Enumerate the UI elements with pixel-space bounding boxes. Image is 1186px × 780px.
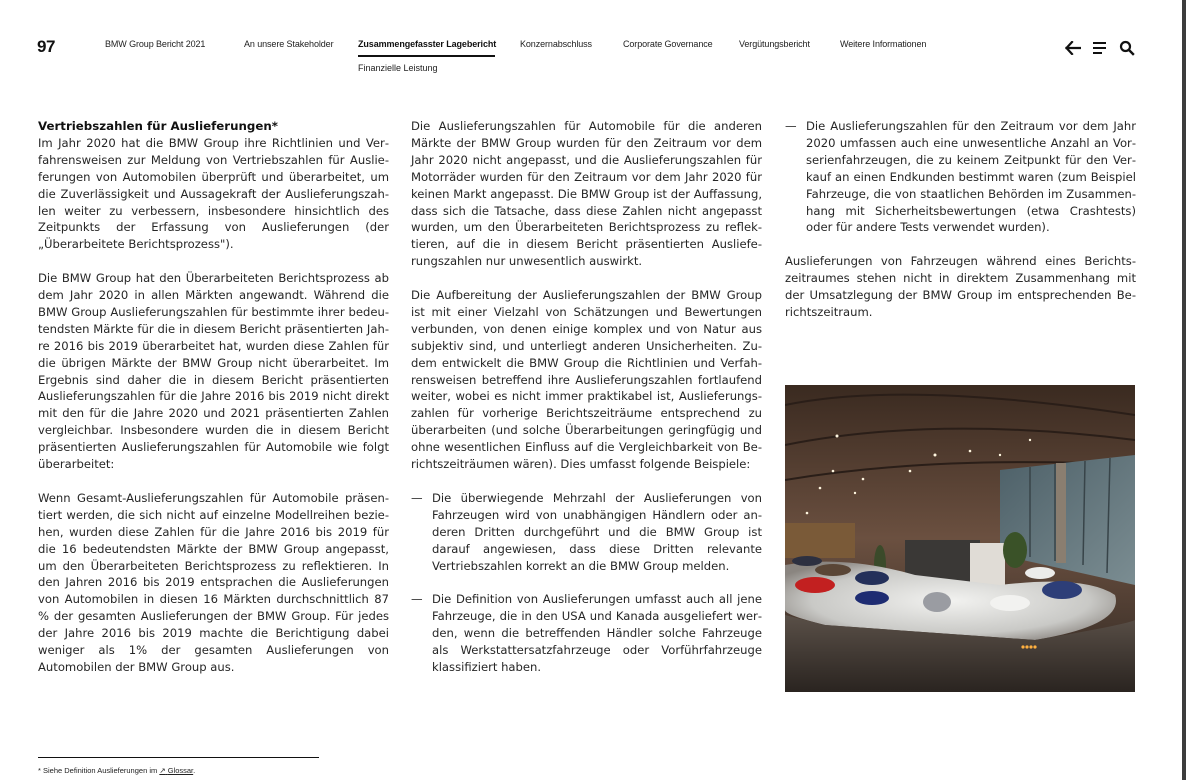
showroom-photo-illustration	[785, 385, 1135, 692]
bullet-item	[411, 591, 762, 676]
sub-nav-finanzielle-leistung[interactable]: Finanzielle Leistung	[358, 63, 438, 73]
paragraph: Die Aufbereitung der Auslieferungszahlen der BMW Group ist mit einer Vielzahl von Schätzungen und Bewertungen verbunden, von denen einige komplex und von Natur aus subjektiv sind, und unterliegt anderen Unsicherheiten. Zudem entwickelt die BMW Group die Richtlinien und Verfahrensweisen betreffend ihre Auslieferungszahlen fortlaufend weiter, wobei es nicht immer praktikabel ist, Auslieferungszahlen für vorherige Berichtszeiträume entsprechend zu überarbeiten (und solche Überarbeitungen geringfügig und ohne wesentlichen Einfluss auf die Vergleichbarkeit von Berichtszeiträumen wären). Dies umfasst folgende Beispiele:	[411, 288, 762, 472]
nav-item-bmw-group-bericht[interactable]: BMW Group Bericht 2021	[105, 39, 206, 49]
paragraph: Die Auslieferungszahlen für Automobile für die anderen Märkte der BMW Group wurden für den Zeitraum vor dem Jahr 2020 nicht angepasst, und die Auslieferungszahlen für Motorräder wurden für den Zeitraum vor dem Jahr 2020 für keinen Markt angepasst. Die BMW Group ist der Auffassung, dass sich die Tatsache, dass diese Zahlen nicht angepasst wurden, um den Überarbeiteten Berichtsprozess zu reflektieren, auf die in diesem Bericht präsentierten Auslieferungszahlen nur unwesentlich auswirkt.	[411, 119, 762, 269]
dash-bullet-icon: —	[411, 490, 423, 505]
paragraph: Im Jahr 2020 hat die BMW Group ihre Richtlinien und Verfahrensweisen zur Meldung von Vertriebszahlen für Auslieferungen von Automobilen überprüft und überarbeitet, um die Zuverlässigkeit und Aussagekraft der Auslieferungszahlen weiter zu verbessern, insbesondere hinsichtlich des Zeitpunkts der Erfassung von Auslieferungen (der „Überarbeitete Berichtsprozess").	[38, 135, 389, 252]
footnote-text: * Siehe Definition Auslieferungen im	[38, 766, 160, 775]
nav-item-zusammengefasster-lagebericht[interactable]: Zusammengefasster Lagebericht	[358, 39, 497, 49]
glossar-link[interactable]	[159, 766, 196, 775]
page-number: 97	[37, 37, 55, 56]
bullet-text: Die überwiegende Mehrzahl der Auslieferungen von Fahrzeugen wird von unabhängigen Händlern oder anderen Dritten durchgeführt und die BMW Group ist darauf angewiesen, dass diese Dritten relevante Vertriebszahlen korrekt an die BMW Group melden.	[432, 490, 762, 573]
text-column-3	[785, 118, 1136, 338]
window-edge-scrollbar[interactable]	[1182, 0, 1186, 780]
paragraph: Auslieferungen von Fahrzeugen während eines Berichtszeitraumes stehen nicht in direktem Zusammenhang mit der Umsatzlegung der BMW Group im entsprechenden Berichtszeitraum.	[785, 254, 1136, 319]
nav-item-verguetungsbericht[interactable]: Vergütungsbericht	[739, 39, 810, 49]
nav-item-an-unsere-stakeholder[interactable]: An unsere Stakeholder	[244, 39, 334, 49]
header-icon-group	[1064, 39, 1138, 57]
text-column-1	[38, 118, 389, 693]
bullet-item	[411, 490, 762, 575]
dash-bullet-icon: —	[411, 592, 423, 607]
menu-icon[interactable]	[1091, 39, 1109, 57]
footnote	[38, 766, 195, 775]
paragraph: Die BMW Group hat den Überarbeiteten Berichtsprozess ab dem Jahr 2020 in allen Märkten angewandt. Während die BMW Group Auslieferungszahlen für bestimmte ihrer bedeutendsten Märkte für die in diesem Bericht präsentierten Jahre 2016 bis 2019 überarbeitet hat, wurden diese Zahlen für die übrigen Märkte der BMW Group nicht überarbeitet. Im Ergebnis sind daher die in diesem Bericht präsentierten Auslieferungszahlen für die Jahre 2016 bis 2019 nicht direkt mit den für die Jahre 2020 und 2021 präsentierten Zahlen vergleichbar. Insbesondere wurden die in diesem Bericht präsentierten Auslieferungszahlen für Automobile wie folgt überarbeitet:	[38, 271, 389, 472]
external-link-arrow-icon: ↗	[159, 766, 166, 775]
bullet-text: Die Auslieferungszahlen für den Zeitraum vor dem Jahr 2020 umfassen auch eine unwesentliche Anzahl an Vorserienfahrzeugen, die zu keinem Zeitpunkt für den Verkauf an einen Endkunden bestimmt waren (zum Beispiel Fahrzeuge, die von staatlichen Behörden im Zusammenhang mit Sicherheitsbewertungen (etwa Crashtests) oder für andere Tests verwendet wurden).	[806, 119, 1136, 235]
paragraph: Wenn Gesamt-Auslieferungszahlen für Automobile präsentiert werden, die sich nicht auf einzelne Modellreihen beziehen, wurden diese Zahlen für die Jahre 2016 bis 2019 für die 16 bedeutendsten Märkte der BMW Group angepasst, um den Überarbeiteten Berichtsprozess zu reflektieren. In den Jahren 2016 bis 2019 entsprachen die Auslieferungen von Automobilen in diesen 16 Märkten durchschnittlich 87 % der gesamten Auslieferungen der BMW Group. Für jedes der Jahre 2016 bis 2019 machte die Berichtigung dabei weniger als 1% der gesamten Auslieferungen von Automobilen der BMW Group aus.	[38, 490, 389, 674]
nav-item-konzernabschluss[interactable]: Konzernabschluss	[520, 39, 592, 49]
nav-item-weitere-informationen[interactable]: Weitere Informationen	[840, 39, 927, 49]
showroom-photo	[785, 385, 1135, 692]
footnote-divider	[38, 757, 319, 758]
section-title: Vertriebszahlen für Auslieferungen*	[38, 119, 278, 133]
bullet-text: Die Definition von Auslieferungen umfasst auch all jene Fahrzeuge, die in den USA und Kanada ausgeliefert werden, wenn die betreffenden Händler solche Fahrzeuge als Werkstattersatzfahrzeuge oder Vorführfahrzeuge klassifiziert haben.	[432, 592, 762, 674]
dash-bullet-icon: —	[785, 119, 797, 133]
glossar-link-label: Glossar	[167, 766, 194, 775]
arrow-left-icon[interactable]	[1064, 39, 1082, 57]
search-icon[interactable]	[1118, 39, 1136, 57]
active-nav-underline	[358, 55, 495, 57]
bullet-item	[785, 118, 1136, 236]
nav-item-corporate-governance[interactable]: Corporate Governance	[623, 39, 713, 49]
footnote-suffix: .	[193, 766, 196, 775]
text-column-2	[411, 118, 762, 693]
